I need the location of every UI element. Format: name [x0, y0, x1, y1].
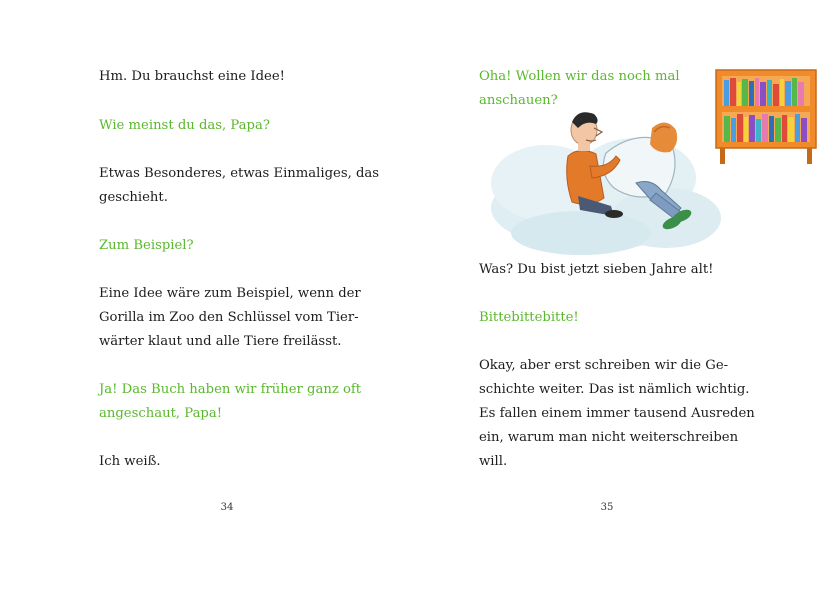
- papa-paragraph: [479, 354, 755, 474]
- papa-paragraph: [99, 282, 361, 354]
- text-line: Wie meinst du das, Papa?: [99, 118, 270, 133]
- papa-line: [99, 65, 285, 89]
- text-line: wärter klaut und alle Tiere freilässt.: [99, 334, 342, 349]
- child-line: [479, 306, 579, 330]
- text-line: Eine Idee wäre zum Beispiel, wenn der: [99, 286, 361, 301]
- page-number-left: 34: [220, 502, 234, 513]
- text-line: Okay, aber erst schreiben wir die Ge-: [479, 358, 729, 373]
- papa-paragraph: [99, 162, 379, 210]
- papa-line: [479, 258, 713, 282]
- child-line: [99, 234, 194, 258]
- child-line: [99, 114, 270, 138]
- text-line: schichte weiter. Das ist nämlich wichtig.: [479, 382, 750, 397]
- papa-line: [99, 450, 161, 474]
- text-line: angeschaut, Papa!: [99, 406, 223, 421]
- text-line: ein, warum man nicht weiterschreiben: [479, 430, 739, 445]
- text-line: anschauen?: [479, 93, 558, 108]
- text-line: Oha! Wollen wir das noch mal: [479, 69, 680, 84]
- father-child-cloud-illustration: [486, 58, 826, 258]
- text-line: Ich weiß.: [99, 454, 161, 469]
- text-line: Was? Du bist jetzt sieben Jahre alt!: [479, 262, 714, 277]
- text-line: Ja! Das Buch haben wir früher ganz oft: [99, 382, 362, 397]
- text-line: Gorilla im Zoo den Schlüssel vom Tier-: [99, 310, 359, 325]
- text-line: Etwas Besonderes, etwas Einmaliges, das: [99, 166, 380, 181]
- page-number-right: 35: [600, 502, 614, 513]
- text-line: Hm. Du brauchst eine Idee!: [99, 69, 285, 84]
- bookshelf: [716, 70, 816, 164]
- text-line: Bittebittebitte!: [479, 310, 579, 325]
- left-page: [0, 0, 416, 595]
- text-line: Es fallen einem immer tausend Ausreden: [479, 406, 755, 421]
- child-paragraph: [99, 378, 361, 426]
- text-line: geschieht.: [99, 190, 168, 205]
- text-line: Zum Beispiel?: [99, 238, 194, 253]
- text-line: will.: [479, 454, 508, 469]
